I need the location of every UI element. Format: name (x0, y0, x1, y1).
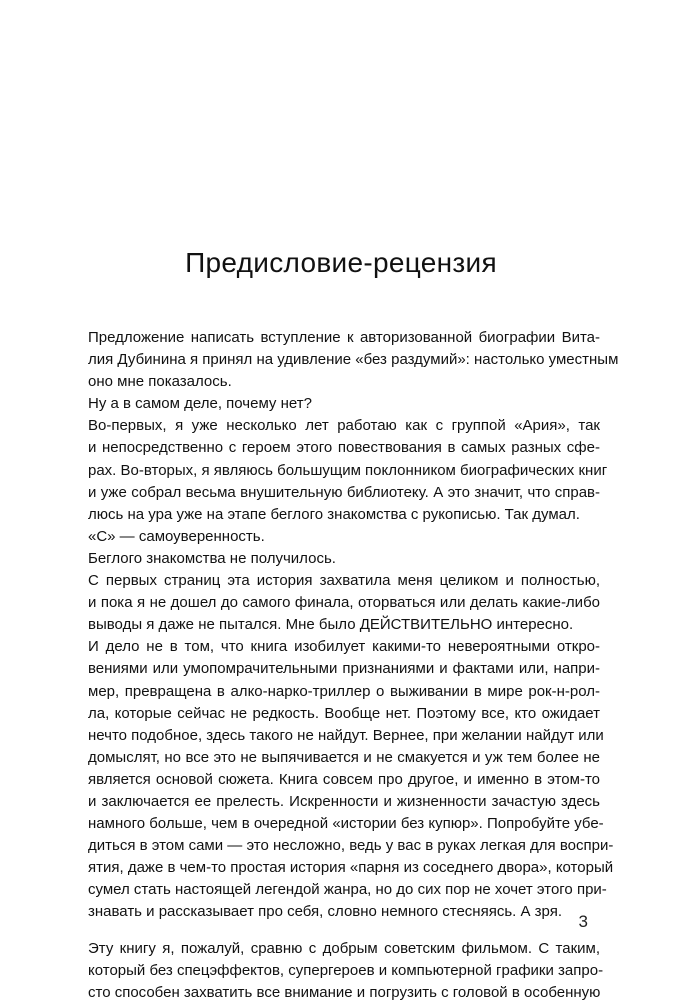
text-line: выводы я даже не пытался. Мне было ДЕЙСТВИТЕЛЬНО интересно. (88, 616, 574, 634)
text-line: и пока я не дошел до самого финала, оторваться или делать какие-либо (88, 594, 600, 612)
text-line: знавать и рассказывает про себя, словно немного стесняясь. А зря. (88, 903, 562, 921)
text-line: диться в этом сами — это несложно, ведь у вас в руках легкая для воспри- (88, 837, 614, 855)
text-line: нечто подобное, здесь такого не найдут. Вернее, при желании найдут или (88, 726, 604, 744)
text-line: Беглого знакомства не получилось. (88, 549, 336, 567)
text-line: Во-первых, я уже несколько лет работаю как с группой «Ария», так (88, 417, 600, 435)
text-line: лия Дубинина я принял на удивление «без раздумий»: настолько уместным (88, 351, 619, 369)
text-line: который без спецэффектов, супергероев и компьютерной графики запро- (88, 961, 604, 979)
text-line: «С» — самоуверенность. (88, 527, 265, 545)
text-line: вениями или умопомрачительными признаниями и фактами или, напри- (88, 660, 600, 678)
chapter-title: Предисловие-рецензия (185, 247, 497, 278)
text-line: сто способен захватить все внимание и погрузить с головой в особенную (88, 983, 601, 1001)
text-line: ла, которые сейчас не редкость. Вообще нет. Поэтому все, кто ожидает (88, 704, 600, 722)
text-line: Эту книгу я, пожалуй, сравню с добрым советским фильмом. С таким, (88, 939, 600, 957)
text-line: домыслят, но все это не выпячивается и не смакуется и уж тем более не (88, 748, 600, 766)
chapter-body (88, 327, 619, 1004)
text-line: является основой сюжета. Книга совсем про другое, и именно в этом-то (88, 770, 600, 788)
text-line: оно мне показалось. (88, 373, 232, 391)
text-line: намного больше, чем в очередной «истории без купюр». Попробуйте убе- (88, 815, 604, 833)
text-line: люсь на ура уже на этапе беглого знакомства с рукописью. Так думал. (88, 505, 580, 523)
text-line: рах. Во-вторых, я являюсь большущим поклонником биографических книг (88, 461, 608, 479)
text-line: ятия, даже в чем-то простая история «парня из соседнего двора», который (88, 859, 614, 877)
text-line: и уже собрал весьма внушительную библиотеку. А это значит, что справ- (88, 483, 600, 501)
text-line: С первых страниц эта история захватила меня целиком и полностью, (88, 572, 600, 590)
text-line: и заключается ее прелесть. Искренности и жизненности зачастую здесь (88, 792, 600, 810)
page-number: 3 (578, 912, 588, 931)
text-line: и непосредственно с героем этого повествования в самых разных сфе- (88, 439, 600, 457)
text-line: И дело не в том, что книга изобилует какими-то невероятными откро- (88, 638, 600, 656)
text-line: сумел стать настоящей легендой жанра, но до сих пор не хочет этого при- (88, 881, 607, 899)
text-line: Ну а в самом деле, почему нет? (88, 395, 312, 413)
text-line: Предложение написать вступление к авторизованной биографии Вита- (88, 329, 600, 346)
text-line: мер, превращена в алко-нарко-триллер о выживании в мире рок-н-рол- (88, 682, 600, 700)
paragraph-gap (88, 924, 600, 938)
